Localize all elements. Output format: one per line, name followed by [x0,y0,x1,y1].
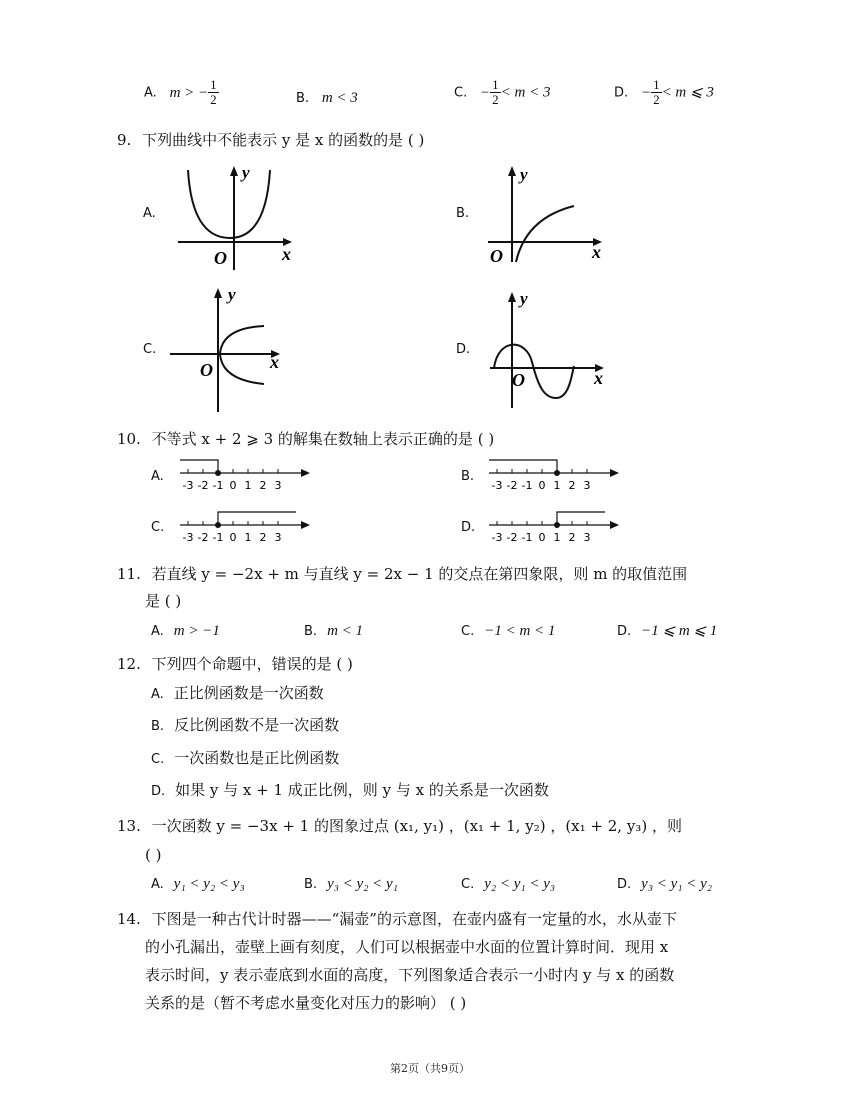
fraction: $\frac{1}{2}$ [492,77,499,107]
axis-arrow [610,469,619,477]
q11-option-a[interactable]: A. m > −1 [151,623,220,639]
q9-graph-d [488,286,612,410]
endpoint-dot [554,470,560,476]
tick-label: 3 [274,531,282,544]
fraction: $\frac{1}{2}$ [210,77,217,107]
axis-arrow [301,469,310,477]
q12-stem: 12. 下列四个命题中，错误的是 ( ) [117,655,353,673]
solution-ray [557,512,605,525]
axis-arrow [610,521,619,529]
axis-arrow [301,521,310,529]
q8-option-a[interactable]: A. m > − $\frac{1}{2}$ [144,77,217,107]
tick-label: -2 [197,531,209,544]
q8-option-c[interactable]: C. − $\frac{1}{2}$ < m < 3 [454,77,551,107]
q12-option-c[interactable]: C. 一次函数也是正比例函数 [151,749,340,767]
q9-option-b-label[interactable]: B. [456,206,470,221]
numberline-graph [489,460,619,492]
q8-option-b[interactable]: B. m < 3 [296,90,358,106]
q10-numberline-c [178,507,318,547]
tick-label: 0 [538,531,546,544]
endpoint-dot [215,470,221,476]
solution-ray [218,512,296,525]
q10-option-c-label[interactable]: C. [151,520,165,535]
q13-option-c[interactable]: C. y₂ < y₁ < y₃ [461,876,556,892]
x-label: x [592,242,601,262]
q11-option-b[interactable]: B. m < 1 [304,623,364,639]
y-axis-arrow [508,292,516,302]
tick-label: 1 [244,531,252,544]
q12-option-d[interactable]: D. 如果 y 与 x + 1 成正比例，则 y 与 x 的关系是一次函数 [151,781,549,799]
origin-label: O [490,246,503,266]
q9-option-c-label[interactable]: C. [143,342,157,357]
tick-label: -1 [521,479,533,492]
q14-line-4: 关系的是（暂不考虑水量变化对压力的影响） ( ) [145,994,467,1012]
y-label: y [520,289,528,308]
q10-numberline-a [178,455,318,495]
tick-label: 1 [553,531,561,544]
q9-graph-b [486,158,610,268]
q13-stem: 13. 一次函数 y = −3x + 1 的图象过点 (x₁, y₁) ，(x₁ + 1, y₂) ，(x₁ + 2, y₃) ，则 [117,817,682,835]
q14-line-2: 的小孔漏出，壶壁上画有刻度，人们可以根据壶中水面的位置计算时间．现用 x [145,938,669,956]
tick-label: -3 [491,531,503,544]
x-label: x [282,244,291,264]
q9-graph-a [178,160,298,275]
q11-option-d[interactable]: D. −1 ⩽ m ⩽ 1 [617,623,718,639]
origin-label: O [200,360,213,380]
tick-label: 3 [274,479,282,492]
tick-label: 0 [229,531,237,544]
q9-option-d-label[interactable]: D. [456,342,471,357]
tick-label: -3 [491,479,503,492]
solution-ray [180,460,218,473]
tick-label: -1 [212,479,224,492]
q11-option-c[interactable]: C. −1 < m < 1 [461,623,556,639]
x-label: x [270,352,279,372]
tick-label: 0 [229,479,237,492]
tick-label: 3 [583,479,591,492]
q8-option-d[interactable]: D. − $\frac{1}{2}$ < m ⩽ 3 [614,77,714,107]
q10-option-d-label[interactable]: D. [461,520,476,535]
tick-label: -3 [182,479,194,492]
fraction: $\frac{1}{2}$ [653,77,660,107]
tick-label: -2 [506,531,518,544]
q14-line-1: 14. 下图是一种古代计时器——“漏壶”的示意图，在壶内盛有一定量的水，水从壶下 [117,910,677,928]
tick-label: 1 [553,479,561,492]
q9-graph-c [168,284,288,414]
curve [188,170,270,238]
y-label: y [242,163,250,182]
tick-label: 2 [568,531,576,544]
q9-stem: 9. 下列曲线中不能表示 y 是 x 的函数的是 ( ) [117,131,425,149]
tick-label: 2 [259,531,267,544]
numberline-graph [180,512,310,544]
tick-label: -2 [506,479,518,492]
tick-label: -3 [182,531,194,544]
tick-label: -2 [197,479,209,492]
origin-label: O [512,370,525,390]
tick-label: 3 [583,531,591,544]
tick-label: -1 [212,531,224,544]
q9-option-a-label[interactable]: A. [143,206,156,221]
y-axis-arrow [508,166,516,176]
tick-label: 1 [244,479,252,492]
q13-option-b[interactable]: B. y₃ < y₂ < y₁ [304,876,398,892]
q14-line-3: 表示时间，y 表示壶底到水面的高度，下列图象适合表示一小时内 y 与 x 的函数 [145,966,675,984]
solution-ray [489,460,557,473]
q13-option-d[interactable]: D. y₃ < y₁ < y₂ [617,876,713,892]
y-axis-arrow [230,166,238,176]
tick-label: 2 [259,479,267,492]
page-footer: 第2页（共9页） [390,1062,470,1075]
tick-label: 0 [538,479,546,492]
endpoint-dot [215,522,221,528]
y-label: y [520,165,528,184]
numberline-graph [489,512,619,544]
y-label: y [228,285,236,304]
q12-option-b[interactable]: B. 反比例函数不是一次函数 [151,716,340,734]
tick-label: 2 [568,479,576,492]
q13-stem-cont: ( ) [145,846,162,864]
q10-numberline-b [487,455,627,495]
tick-label: -1 [521,531,533,544]
q12-option-a[interactable]: A. 正比例函数是一次函数 [151,684,324,702]
q10-option-a-label[interactable]: A. [151,469,164,484]
x-label: x [594,368,603,388]
q10-stem: 10. 不等式 x + 2 ⩾ 3 的解集在数轴上表示正确的是 ( ) [117,430,495,448]
q10-numberline-d [487,507,627,547]
q10-option-b-label[interactable]: B. [461,469,475,484]
numberline-graph [180,460,310,492]
q13-option-a[interactable]: A. y₁ < y₂ < y₃ [151,876,245,892]
q11-stem: 11. 若直线 y = −2x + m 与直线 y = 2x − 1 的交点在第四象限，则 m 的取值范围 [117,565,688,583]
curve [494,345,574,398]
y-axis-arrow [214,288,222,298]
curve [516,206,574,262]
endpoint-dot [554,522,560,528]
q11-stem-cont: 是 ( ) [145,592,182,610]
origin-label: O [214,248,227,268]
